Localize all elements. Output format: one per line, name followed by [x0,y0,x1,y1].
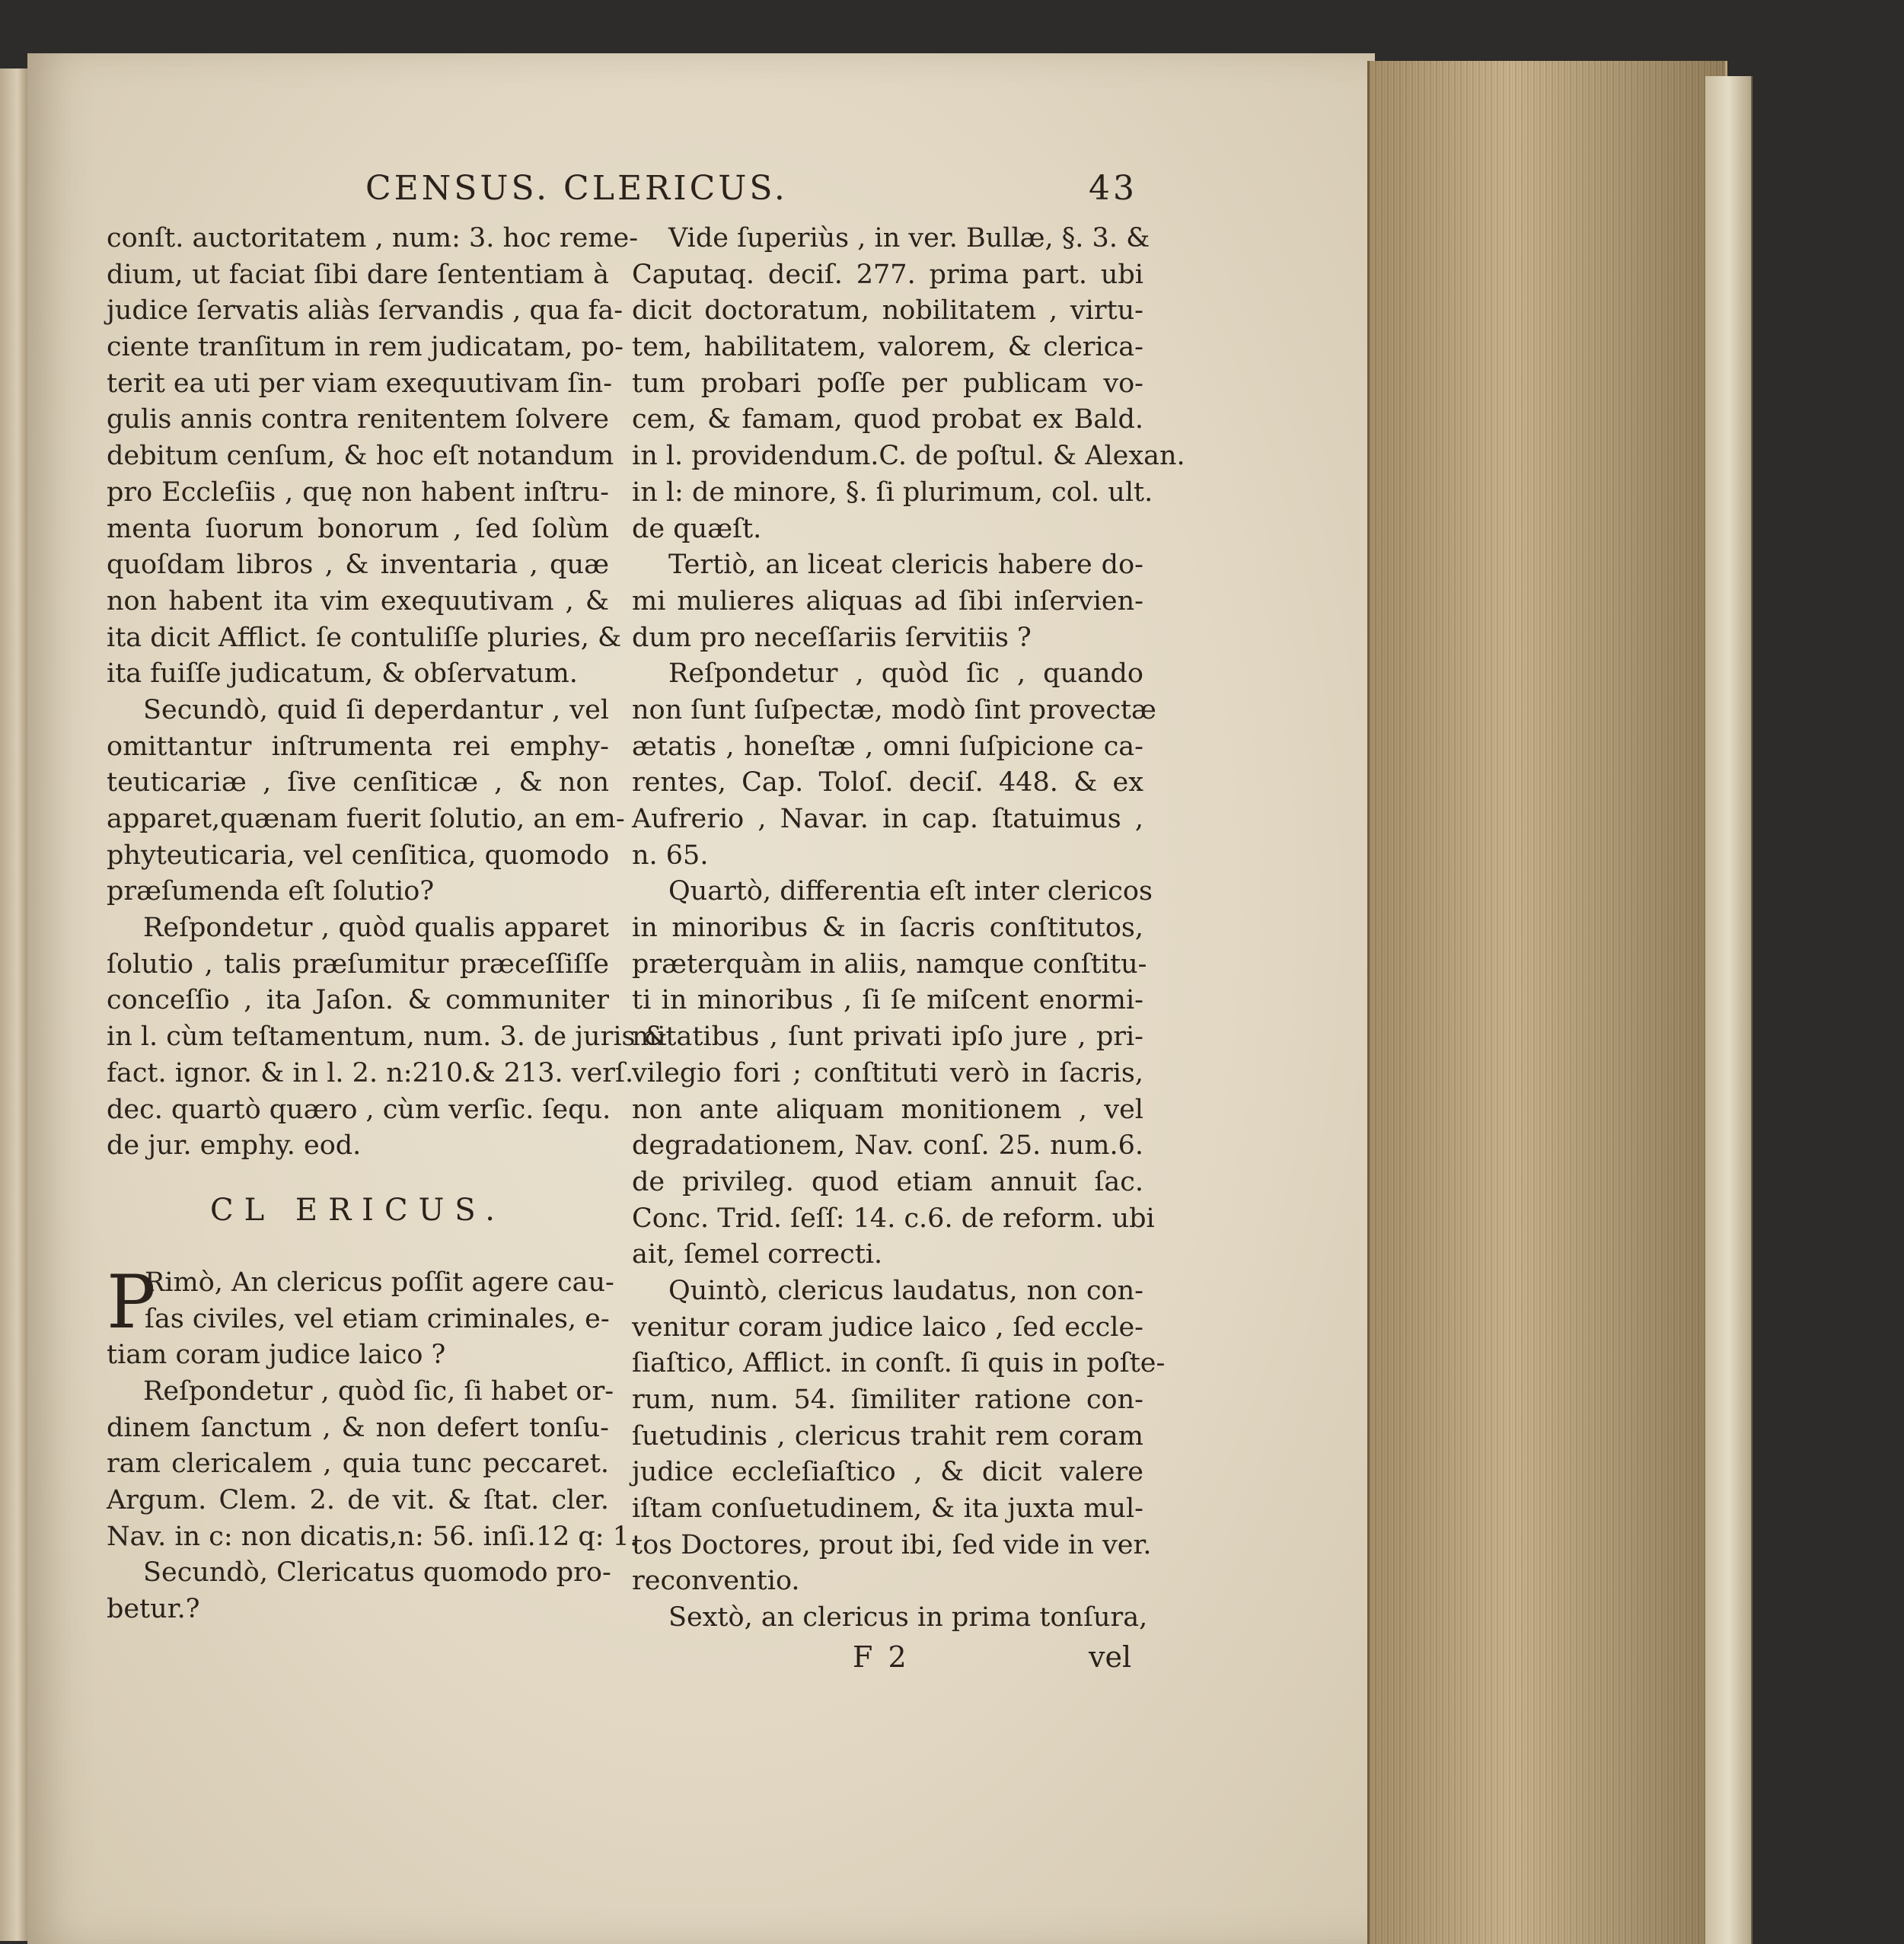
text-line: conſt. auctoritatem , num: 3. hoc reme- [107,223,639,253]
text-line: in l. cùm teſtamentum, num. 3. de juris & [107,1021,668,1053]
text-line: tum probari poſſe per publicam vo- [632,368,1143,399]
text-line: non ante aliquam monitionem , vel [632,1094,1143,1125]
text-line: omittantur inſtrumenta rei emphy- [107,731,609,762]
text-line: apparet,quænam fuerit ſolutio, an em- [107,804,625,834]
text-line: ſolutio , talis præſumitur præceſſiſſe [107,948,609,980]
right-column [632,221,1185,1636]
text-line: quoſdam libros , & inventaria , quæ [107,550,609,581]
text-line: phyteuticaria, vel cenſitica, quomodo [107,840,610,871]
text-line: Rimò, An clericus poſſit agere cau- [145,1267,614,1298]
text-line: Sextò, an clericus in prima tonſura, [668,1602,1148,1633]
text-line: Tertiò, an liceat clericis habere do- [668,550,1143,581]
text-line: Reſpondetur , quòd ſic , quando [668,658,1143,690]
text-line: reconventio. [632,1566,800,1597]
text-line: judice eccleſiaſtico , & dicit valere [632,1457,1143,1488]
text-line: dium, ut faciat ſibi dare ſententiam à [107,259,609,290]
text-line: Vide ſuperiùs , in ver. Bullæ, §. 3. & [668,223,1150,253]
text-line: mitatibus , ſunt privati ipſo jure , pri- [632,1021,1143,1053]
catchword: vel [1089,1640,1132,1674]
text-line: Conc. Trid. ſeſſ: 14. c.6. de reform. ubi [632,1203,1155,1234]
text-line: Reſpondetur , quòd qualis apparet [143,913,609,944]
text-line: fact. ignor. & in l. 2. n:210.& 213. verſ. [107,1057,634,1088]
text-line: cem, & famam, quod probat ex Bald. [632,404,1143,435]
text-line: Secundò, quid ſi deperdantur , vel [143,694,609,725]
text-line: dinem ſanctum , & non defert tonſu- [107,1412,609,1443]
text-line: terit ea uti per viam exequutivam ſin- [107,368,613,399]
text-line: ait, ſemel correcti. [632,1239,883,1270]
text-line: ram clericalem , quia tunc peccaret. [107,1448,609,1480]
text-line: de jur. emphy. eod. [107,1130,362,1162]
dropcap-paragraph [107,1259,614,1345]
text-line: Reſpondetur , quòd ſic, ſi habet or- [143,1375,614,1407]
text-line: ti in minoribus , ſi ſe miſcent enormi- [632,985,1143,1016]
text-line: betur.? [107,1594,200,1625]
text-line: dum pro neceſſariis ſervitiis ? [632,622,1032,653]
text-line: in l. providendum.C. de poſtul. & Alexan. [632,441,1185,472]
page-block-shading [1367,61,1725,1944]
text-line: vilegio fori ; conſtituti verò in ſacris, [632,1057,1143,1088]
text-line: de quæſt. [632,513,762,544]
section-heading: CL ERICUS. [209,1192,506,1228]
text-line: judice ſervatis aliàs ſervandis , qua fa- [107,295,624,327]
text-line: venitur coram judice laico , ſed eccle- [632,1311,1143,1343]
left-column [107,221,668,1628]
text-line: rentes, Cap. Toloſ. deciſ. 448. & ex [632,767,1143,798]
text-line: ſas civiles, vel etiam criminales, e- [145,1303,610,1334]
text-line: præterquàm in aliis, namque conſtitu- [632,948,1147,980]
text-line: iſtam conſuetudinem, & ita juxta mul- [632,1493,1143,1525]
text-line: tos Doctores, prout ibi, ſed vide in ver. [632,1529,1152,1560]
running-title: CENSUS. CLERICUS. [365,169,788,208]
dropcap-letter: P [107,1259,156,1345]
text-line: ſiaſtico, Afflict. in conſt. ſi quis in poſte- [632,1348,1166,1379]
text-line: Quartò, differentia eſt inter clericos [668,876,1153,907]
text-line: Secundò, Clericatus quomodo pro- [143,1557,611,1589]
text-line: tiam coram judice laico ? [107,1340,446,1371]
text-line: menta ſuorum bonorum , ſed ſolùm [107,513,609,544]
text-line: ætatis , honeſtæ , omni ſuſpicione ca- [632,731,1143,762]
text-line: Nav. in c: non dicatis,n: 56. inſi.12 q: 1. [107,1521,639,1552]
text-line: non ſunt ſuſpectæ, modò ſint provectæ [632,694,1156,725]
text-line: Quintò, clericus laudatus, non con- [668,1275,1143,1306]
text-line: præſumenda eſt ſolutio? [107,876,435,907]
text-line: ita dicit Afflict. ſe contuliſſe pluries, & [107,622,622,653]
text-line: Argum. Clem. 2. de vit. & ſtat. cler. [107,1485,609,1515]
text-line: debitum cenſum, & hoc eſt notandum [107,441,614,472]
text-line: in minoribus & in ſacris conſtitutos, [632,913,1143,944]
book-cover-edge [1705,76,1753,1944]
page-number: 43 [1089,169,1137,208]
text-line: teuticariæ , ſive cenſiticæ , & non [107,767,609,798]
text-line: ciente tranſitum in rem judicatam, po- [107,332,624,363]
text-line: dec. quartò quæro , cùm verſic. ſequ. [107,1094,611,1125]
text-line: ſuetudinis , clericus trahit rem coram [632,1420,1143,1452]
text-line: gulis annis contra renitentem ſolvere [107,404,609,435]
text-line: Caputaq. deciſ. 277. prima part. ubi [632,259,1143,290]
facing-page-edge [0,69,30,1941]
text-line: rum, num. 54. ſimiliter ratione con- [632,1385,1143,1415]
text-line: dicit doctoratum, nobilitatem , virtu- [632,295,1143,327]
text-line: non habent ita vim exequutivam , & [107,585,609,617]
text-line: mi mulieres aliquas ad ſibi inſervien- [632,585,1143,617]
text-line: in l: de minore, §. ſi plurimum, col. ult. [632,476,1153,508]
text-line: Aufrerio , Navar. in cap. ſtatuimus , [632,804,1143,834]
text-line: conceſſio , ita Jaſon. & communiter [107,985,609,1016]
text-line: degradationem, Nav. conſ. 25. num.6. [632,1130,1143,1162]
text-line: pro Eccleſiis , quę non habent inſtru- [107,476,609,508]
signature-mark: F 2 [853,1640,910,1674]
text-line: de privileg. quod etiam annuit ſac. [632,1166,1143,1197]
text-line: tem, habilitatem, valorem, & clerica- [632,332,1143,363]
text-line: n. 65. [632,840,709,871]
text-line: ita fuiſſe judicatum, & obſervatum. [107,658,578,690]
